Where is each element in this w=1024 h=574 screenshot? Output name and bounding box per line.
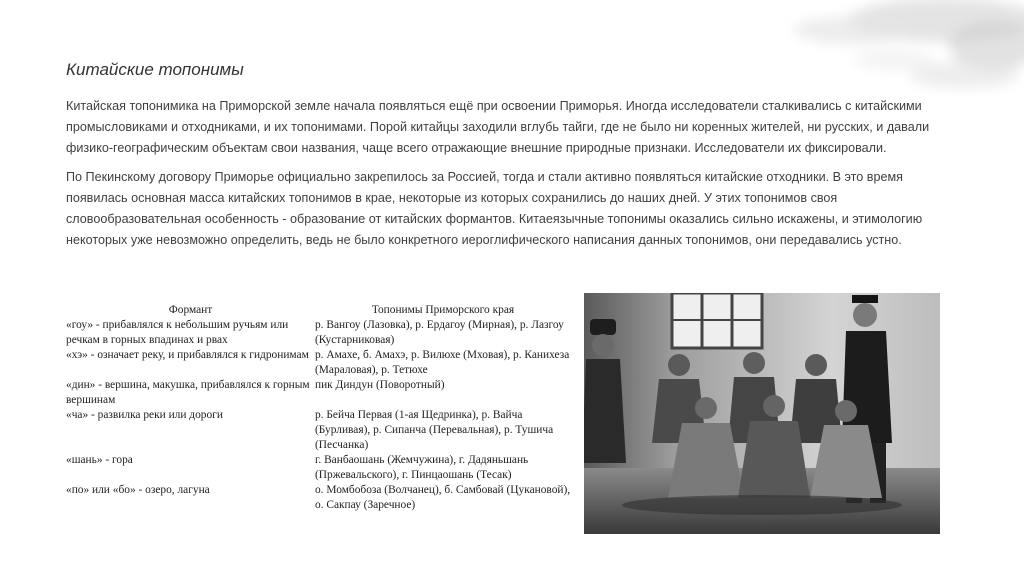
- formant-cell: «шань» - гора: [66, 454, 133, 466]
- table-row: [66, 408, 571, 453]
- decorative-watercolor: [694, 0, 1024, 110]
- toponyms-cell: р. Вангоу (Лазовка), р. Ердагоу (Мирная), р. Лазгоу (Кустарниковая): [314, 319, 564, 346]
- table-row: [66, 453, 571, 483]
- table-header-toponyms: Топонимы Приморского края: [371, 304, 515, 316]
- toponyms-cell: пик Диндун (Поворотный): [314, 379, 445, 391]
- toponyms-cell: о. Момбобоза (Волчанец), б. Самбовай (Цукановой), о. Сакпау (Заречное): [314, 484, 571, 511]
- table-header-formant: Формант: [168, 304, 213, 316]
- formant-cell: «дин» - вершина, макушка, прибавлялся к горным вершинам: [66, 379, 310, 406]
- paragraph-intro: Китайская топонимика на Приморской земле начала появляться ещё при освоении Приморья. Иногда исследователи сталкивались с китайскими промысловиками и отходниками, и их топонимами. Порой китайцы заходили вглубь тайги, где не было ни коренных жителей, ни русских, и давали физико-географическим объектам свои названия, чаще всего отражающие внешние природные признаки. Исследователи их фиксировали.: [66, 99, 930, 155]
- toponyms-cell: р. Бейча Первая (1-ая Щедринка), р. Вайча (Бурливая), р. Сипанча (Перевальная), р. Тушича (Песчанка): [314, 409, 554, 451]
- table-row: [66, 318, 571, 348]
- table-row: [66, 348, 571, 378]
- paragraph-beijing-treaty: По Пекинскому договору Приморье официально закрепилось за Россией, тогда и стали активно появляться китайские отходники. В это время появилась основная масса китайских топонимов в крае, некоторые из которых сохранились до наших дней. У этих топонимов своя словообразовательная особенность - образование от китайских формантов. Китаеязычные топонимы оказались сильно искажены, и этимологию некоторых уже невозможно определить, ведь не было конкретного иероглифического написания данных топонимов, они передавались устно.: [66, 170, 923, 247]
- historical-group-photo: [584, 293, 940, 534]
- table-row: [66, 378, 571, 408]
- formant-cell: «ча» - развилка реки или дороги: [66, 409, 223, 421]
- formant-cell: «хэ» - означает реку, и прибавлялся к гидронимам: [66, 349, 309, 361]
- toponyms-cell: р. Амахе, б. Амахэ, р. Вилюхе (Мховая), р. Канихеза (Мараловая), р. Тетюхе: [314, 349, 570, 376]
- slide-title: Китайские топонимы: [66, 60, 244, 79]
- formant-cell: «по» или «бо» - озеро, лагуна: [66, 484, 210, 496]
- formant-table: [66, 303, 571, 513]
- formant-cell: «гоу» - прибавлялся к небольшим ручьям или речкам в горных впадинах и рвах: [66, 319, 289, 346]
- toponyms-cell: г. Ванбаошань (Жемчужина), г. Дадяньшань (Пржевальского), г. Пинцаошань (Тесак): [314, 454, 529, 481]
- table-row: [66, 483, 571, 513]
